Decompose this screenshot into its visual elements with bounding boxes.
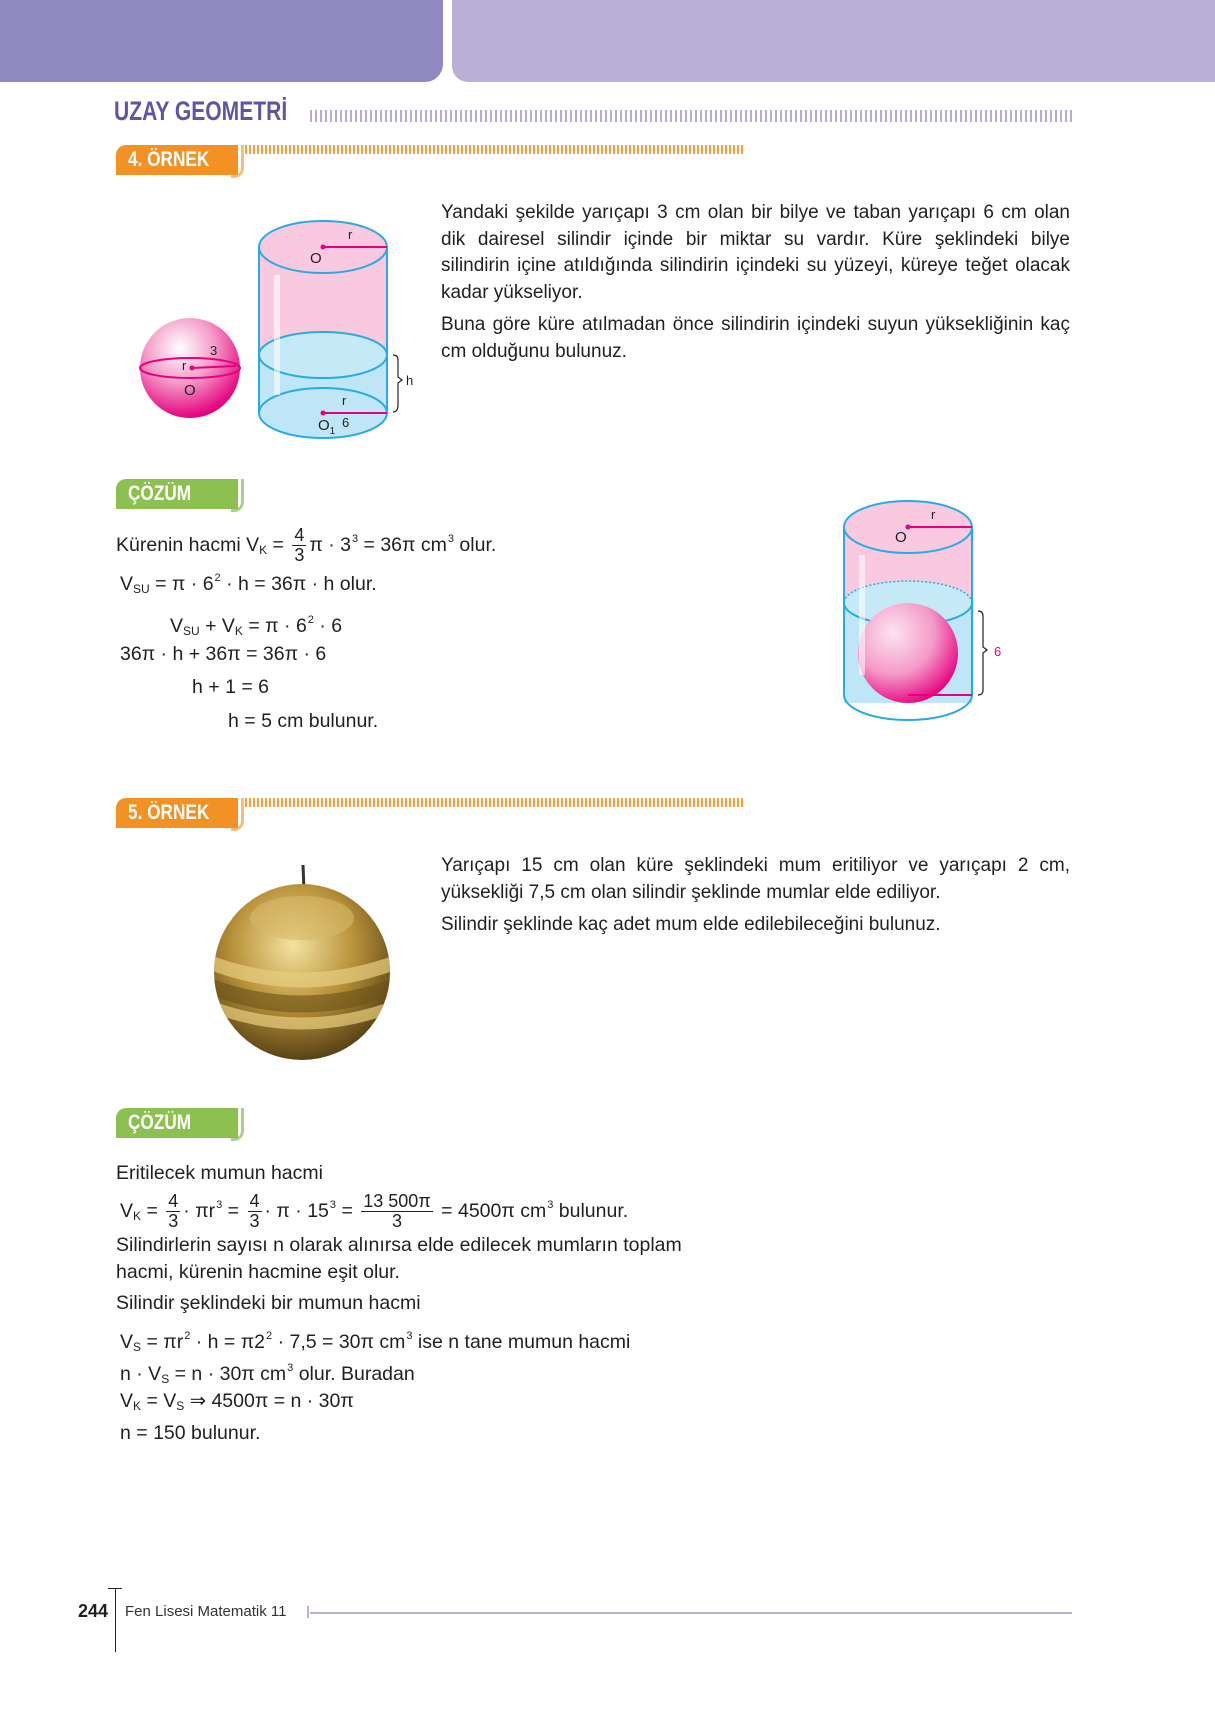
solution-4-line-6: h = 5 cm bulunur. (228, 710, 379, 732)
label-h: h (406, 373, 414, 388)
example-5-paragraph: Yarıçapı 15 cm olan küre şeklindeki mum eritiliyor ve yarıçapı 2 cm, yüksekliği 7,5 cm olan silindir şeklinde mumlar elde ediliyor. (441, 855, 1070, 903)
footer-line (310, 1612, 1072, 1614)
solution-5-line-3a: Silindirlerin sayısı n olarak alınırsa elde edilecek mumların toplam (116, 1234, 682, 1256)
solution-5-line-8: n = 150 bulunur. (120, 1422, 261, 1444)
label-r: r (931, 507, 936, 522)
solution-4-line-3: $V_{SU} + V_K = \pi \cdot 6^2 \cdot 6$ (170, 614, 343, 638)
label-top-r: r (348, 227, 353, 242)
footer-line-cap (307, 1606, 309, 1618)
label-6: 6 (994, 644, 1002, 659)
solution-5-line-5: $V_S = \pi r^2 \cdot h = \pi 2^2 \cdot 7,5 = 30\pi$ $cm^3$ ise n tane mumun hacmi (120, 1330, 631, 1354)
example-5-question: Silindir şeklinde kaç adet mum elde edilebileceğini bulunuz. (441, 914, 941, 935)
example-4-stripes (245, 145, 745, 154)
footer-divider (115, 1588, 116, 1652)
solution-5-line-6: $n \cdot V_S = n \cdot 30\pi$ $cm^3$ olur. Buradan (120, 1362, 415, 1386)
solution-5-badge: ÇÖZÜM (116, 1108, 238, 1138)
solution-5-line-7: $V_K = V_S$ ⇒ 4500π = n · 30π (120, 1390, 354, 1413)
example-5-stripes (245, 798, 745, 807)
gold-candle-photo (200, 860, 400, 1070)
chapter-title: UZAY GEOMETRİ (114, 96, 288, 126)
label-o: O (895, 529, 907, 546)
solution-5-line-4: Silindir şeklindeki bir mumun hacmi (116, 1292, 421, 1314)
solution-5-line-2: $V_K$ = $\frac{4}{3}$ · $\pi r^3$ = $\frac{4}{3}$ · $\pi \cdot 15^3$ = $\frac{13 500\pi}{3}$ = 4500π $cm^3$ bulunur. (120, 1191, 629, 1232)
solution-4-line-2: $V_{SU} = \pi \cdot 6^2 \cdot h = 36\pi \cdot h$ olur. (120, 572, 377, 596)
label-3: 3 (210, 343, 218, 358)
sphere-in-cylinder (858, 603, 958, 703)
example-4-text (441, 200, 1070, 371)
solution-4-line-5: h + 1 = 6 (192, 676, 269, 698)
sphere-and-cylinder-figure (130, 205, 430, 450)
book-title: Fen Lisesi Matematik 11 (125, 1603, 287, 1620)
label-o1: $O_1$ (318, 417, 336, 437)
example-5-text (441, 853, 1070, 945)
page-number: 244 (78, 1601, 109, 1621)
solution-4-badge: ÇÖZÜM (116, 479, 238, 509)
title-stripes (310, 110, 1072, 122)
solution-4-line-1: Kürenin hacmi $V_K$ = $\frac{4}{3}$ $\pi \cdot 3^3 = 36\pi$ $cm^3$ olur. (116, 525, 497, 566)
header-band-dark (0, 0, 443, 82)
solution-5-line-1: Eritilecek mumun hacmi (116, 1162, 323, 1184)
footer-tick (108, 1588, 122, 1589)
label-bottom-r: r (342, 393, 347, 408)
cylinder-with-sphere-figure (835, 495, 1015, 725)
label-6: 6 (342, 415, 350, 430)
example-4-paragraph: Yandaki şekilde yarıçapı 3 cm olan bir bilye ve taban yarıçapı 6 cm olan dik dairesel silindir içinde bir miktar su vardır. Küre şeklindeki bilye silindirin içine atıldığında silindirin içindeki su yüzeyi, küreye teğet olacak kadar yükseliyor. (441, 202, 1070, 303)
label-top-o: O (310, 250, 322, 267)
label-r: r (182, 358, 187, 373)
solution-5-line-3b: hacmi, kürenin hacmine eşit olur. (116, 1261, 400, 1283)
example-4-badge: 4. ÖRNEK (116, 145, 238, 175)
solution-4-line-4: 36π · h + 36π = 36π · 6 (120, 643, 327, 665)
header-band-light (452, 0, 1215, 82)
example-5-badge: 5. ÖRNEK (116, 798, 238, 828)
label-o: O (184, 382, 196, 399)
example-4-question: Buna göre küre atılmadan önce silindirin içindeki suyun yüksekliğinin kaç cm olduğunu bulunuz. (441, 314, 1070, 362)
